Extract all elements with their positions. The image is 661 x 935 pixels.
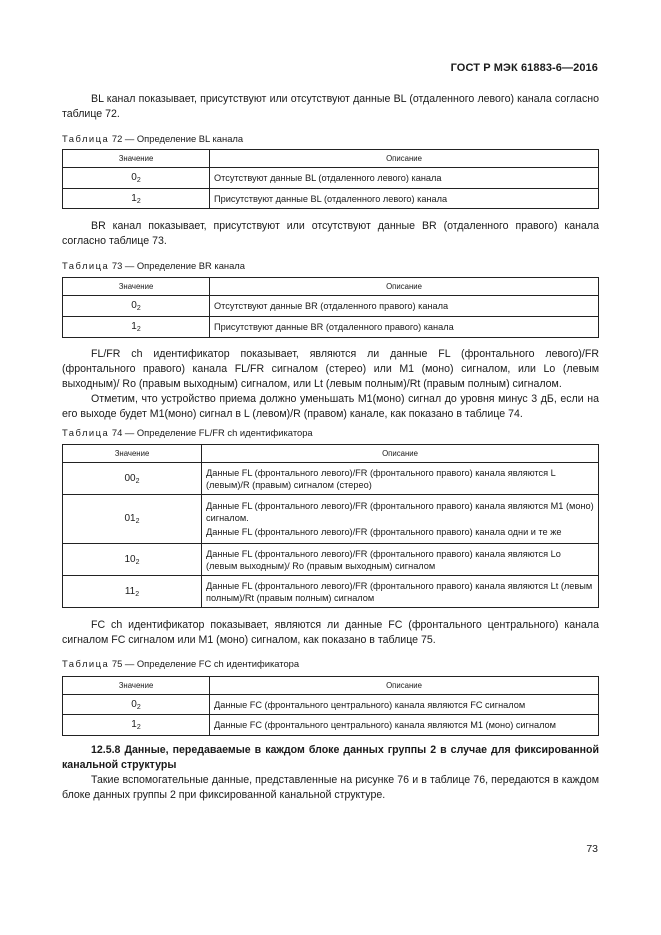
description-cell	[202, 463, 599, 495]
value-base: 2	[136, 197, 141, 205]
column-header-description: Описание	[210, 278, 599, 296]
value-digits: 00	[124, 472, 136, 484]
description-line: Данные FL (фронтального левого)/FR (фронтального правого) канала являются L (левым)/R (правым) сигналом (стерео)	[206, 467, 556, 490]
description-cell: Данные FC (фронтального центрального) канала являются M1 (моно) сигналом	[210, 715, 599, 736]
paragraph-fc	[62, 618, 599, 648]
table-header-row	[63, 278, 599, 296]
value-cell	[63, 317, 210, 338]
column-header-description: Описание	[210, 150, 599, 168]
table-header-row	[63, 677, 599, 695]
table-row	[63, 317, 599, 338]
value-base: 2	[136, 724, 141, 731]
value-cell	[63, 695, 210, 715]
table-row	[63, 715, 599, 736]
table-header-row	[63, 445, 599, 463]
paragraph-bl-text: BL канал показывает, присутствуют или отсутствуют данные BL (отдаленного левого) канала согласно таблице 72.	[62, 93, 599, 120]
table-73	[62, 277, 599, 338]
column-header-description: Описание	[202, 445, 599, 463]
table-row	[63, 576, 599, 608]
value-digits: 0	[131, 300, 137, 311]
value-cell	[63, 544, 202, 576]
value-cell	[63, 189, 210, 209]
description-line: Данные FL (фронтального левого)/FR (фронтального правого) канала являются Lt (левым полным)/Rt (правым полным) сигналом	[206, 580, 593, 603]
page-number: 73	[586, 843, 598, 855]
value-base: 2	[135, 558, 140, 566]
description-cell: Отсутствуют данные BL (отдаленного левого) канала	[210, 168, 599, 189]
value-cell	[63, 296, 210, 317]
paragraph-flfr-text: FL/FR ch идентификатор показывает, являются ли данные FL (фронтального левого)/FR (фронтального правого) канала FL/FR сигналом (стерео) или M1 (моно) сигналом, или Lo (левым выходным)/ Ro (правым выходным) сигналом, или Lt (левым полным)/Rt (правым полным) сигналом.	[62, 348, 599, 390]
table-row	[63, 544, 599, 576]
column-header-value: Значение	[63, 150, 210, 168]
description-line: Данные FL (фронтального левого)/FR (фронтального правого) канала являются M1 (моно) сигналом.	[206, 501, 594, 523]
table-74	[62, 444, 599, 608]
table-label: Таблица	[62, 260, 110, 271]
value-base: 2	[136, 177, 141, 184]
value-base: 2	[136, 703, 141, 711]
paragraph-fc-text: FC ch идентификатор показывает, являются ли данные FC (фронтального центрального) канала сигналом FC сигналом или M1 (моно) сигналом, как показано в таблице 75.	[62, 619, 599, 646]
table-row	[63, 463, 599, 495]
section-title: 12.5.8 Данные, передаваемые в каждом блоке данных группы 2 в случае для фиксированной канальной структуры	[62, 744, 599, 771]
table-row	[63, 495, 599, 544]
value-digits: 10	[124, 553, 136, 565]
table-row	[63, 189, 599, 209]
description-cell: Присутствуют данные BR (отдаленного правого) канала	[210, 317, 599, 338]
section-12-5-8	[62, 743, 599, 803]
description-line: Данные FL (фронтального левого)/FR (фронтального правого) канала являются Lo (левым выходным)/ Ro (правым выходным) сигналом	[206, 548, 561, 571]
table-75	[62, 676, 599, 736]
table-label: Таблица	[62, 427, 110, 438]
table-row	[63, 695, 599, 715]
column-header-value: Значение	[63, 677, 210, 695]
value-cell	[63, 463, 202, 495]
standard-header: ГОСТ Р МЭК 61883-6—2016	[450, 62, 598, 74]
value-base: 2	[135, 518, 140, 525]
value-cell	[63, 715, 210, 736]
table-caption-text: 73 — Определение BR канала	[111, 260, 245, 271]
value-digits: 1	[131, 192, 137, 204]
value-digits: 0	[131, 172, 137, 183]
table-caption-text: 75 — Определение FC ch идентификатора	[111, 658, 300, 669]
value-digits: 11	[124, 585, 136, 597]
column-header-value: Значение	[63, 278, 210, 296]
value-base: 2	[135, 590, 140, 598]
table-label: Таблица	[62, 133, 110, 144]
value-digits: 1	[131, 321, 137, 332]
table-row	[63, 168, 599, 189]
paragraph-bl	[62, 92, 599, 122]
value-digits: 01	[124, 513, 136, 524]
value-cell	[63, 168, 210, 189]
paragraph-br-text: BR канал показывает, присутствуют или отсутствуют данные BR (отдаленного правого) канала согласно таблице 73.	[62, 220, 599, 247]
description-line-2: Данные FL (фронтального левого)/FR (фронтального правого) канала одни и те же	[206, 527, 562, 537]
table-caption-text: 72 — Определение BL канала	[111, 133, 244, 144]
value-base: 2	[136, 305, 141, 312]
table-74-caption	[62, 427, 313, 438]
column-header-value: Значение	[63, 445, 202, 463]
section-body: Такие вспомогательные данные, представленные на рисунке 76 и в таблице 76, передаются в каждом блоке данных группы 2 при фиксированной канальной структуре.	[62, 774, 599, 801]
value-digits: 1	[131, 719, 137, 730]
paragraph-note-text: Отметим, что устройство приема должно уменьшать M1(моно) сигнал до уровня минус 3 дБ, если на его выходе будет M1(моно) сигнал в L (левом)/R (правом) канале, как показано в таблице 74.	[62, 393, 599, 420]
value-base: 2	[135, 477, 140, 485]
description-cell: Данные FC (фронтального центрального) канала являются FC сигналом	[210, 695, 599, 715]
table-72-caption	[62, 133, 243, 144]
description-cell	[202, 495, 599, 544]
column-header-description: Описание	[210, 677, 599, 695]
description-cell: Присутствуют данные BL (отдаленного левого) канала	[210, 189, 599, 209]
table-caption-text: 74 — Определение FL/FR ch идентификатора	[111, 427, 313, 438]
value-base: 2	[136, 326, 141, 333]
description-cell: Отсутствуют данные BR (отдаленного правого) канала	[210, 296, 599, 317]
table-header-row	[63, 150, 599, 168]
description-cell	[202, 544, 599, 576]
table-label: Таблица	[62, 658, 110, 669]
table-75-caption	[62, 658, 299, 669]
table-73-caption	[62, 260, 245, 271]
value-cell	[63, 576, 202, 608]
table-row	[63, 296, 599, 317]
paragraph-flfr	[62, 347, 599, 422]
paragraph-br	[62, 219, 599, 249]
value-digits: 0	[131, 698, 137, 710]
value-cell	[63, 495, 202, 544]
description-cell	[202, 576, 599, 608]
table-72	[62, 149, 599, 209]
